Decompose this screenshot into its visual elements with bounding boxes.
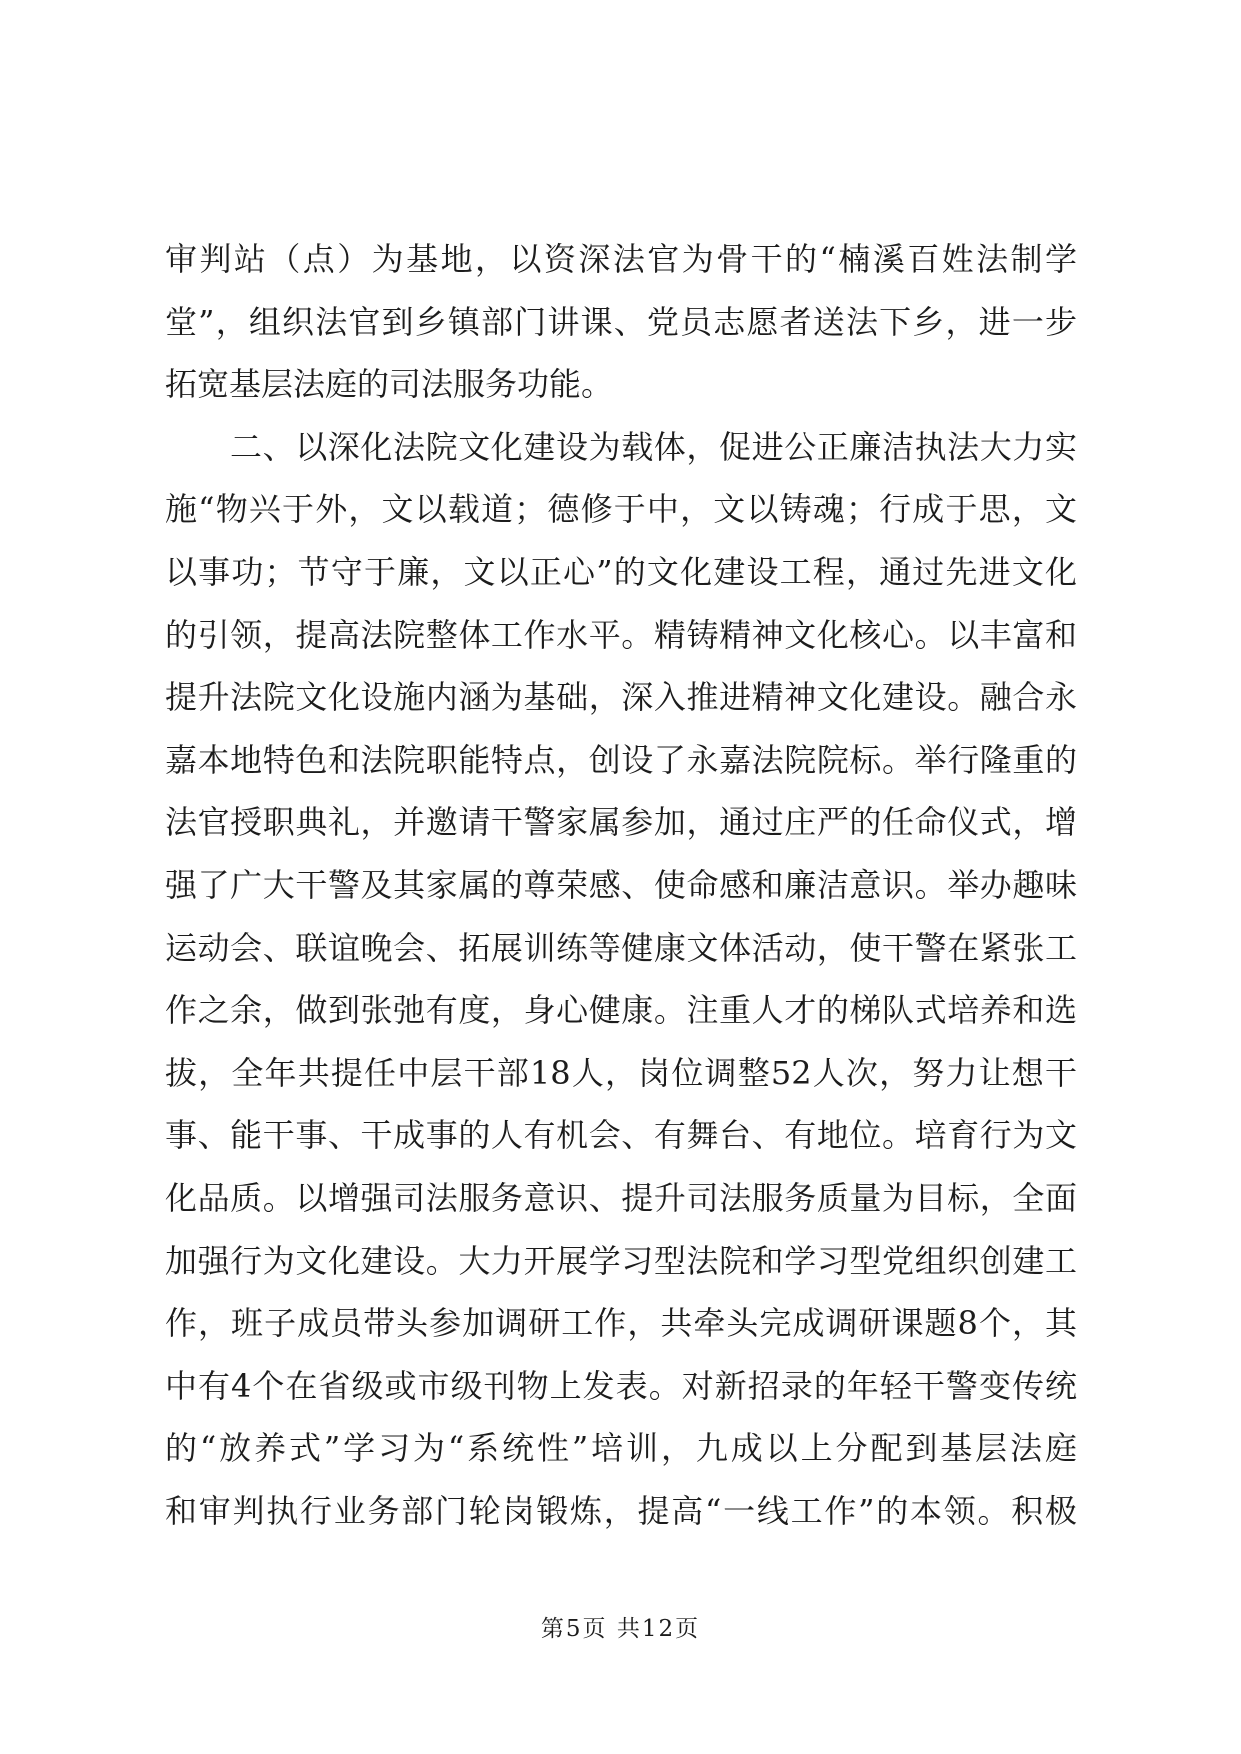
text-line: 法官授职典礼，并邀请干警家属参加，通过庄严的任命仪式，增 [165, 803, 1077, 842]
text-line: 加强行为文化建设。大力开展学习型法院和学习型党组织创建工 [165, 1241, 1077, 1280]
text-line: 运动会、联谊晚会、拓展训练等健康文体活动，使干警在紧张工 [165, 928, 1077, 967]
text-line: 作之余，做到张弛有度，身心健康。注重人才的梯队式培养和选 [165, 991, 1077, 1030]
text-line: 强了广大干警及其家属的尊荣感、使命感和廉洁意识。举办趣味 [165, 865, 1077, 904]
text-line: 和审判执行业务部门轮岗锻炼，提高“一线工作”的本领。积极 [165, 1491, 1077, 1530]
text-line: 中有4个在省级或市级刊物上发表。对新招录的年轻干警变传统 [165, 1366, 1077, 1405]
document-body [165, 228, 1077, 1542]
text-line: 作，班子成员带头参加调研工作，共牵头完成调研课题8个，其 [165, 1304, 1077, 1343]
text-line: 嘉本地特色和法院职能特点，创设了永嘉法院院标。举行隆重的 [165, 740, 1077, 779]
text-line: 提升法院文化设施内涵为基础，深入推进精神文化建设。融合永 [165, 678, 1077, 717]
text-line: 拔，全年共提任中层干部18人，岗位调整52人次，努力让想干 [165, 1053, 1077, 1092]
paragraph [165, 228, 1077, 416]
text-line: 事、能干事、干成事的人有机会、有舞台、有地位。培育行为文 [165, 1116, 1077, 1155]
text-line: 审判站（点）为基地，以资深法官为骨干的“楠溪百姓法制学 [165, 240, 1077, 278]
section-heading-line: 二、以深化法院文化建设为载体，促进公正廉洁执法大力实 [230, 427, 1077, 466]
text-line: 的“放养式”学习为“系统性”培训，九成以上分配到基层法庭 [165, 1429, 1077, 1468]
text-line: 以事功；节守于廉，文以正心”的文化建设工程，通过先进文化 [165, 552, 1077, 591]
text-line: 拓宽基层法庭的司法服务功能。 [165, 365, 614, 404]
page-number-footer: 第5页 共12页 [540, 1616, 701, 1642]
paragraph [165, 416, 1077, 1543]
text-line: 的引领，提高法院整体工作水平。精铸精神文化核心。以丰富和 [165, 615, 1077, 654]
text-line: 堂”，组织法官到乡镇部门讲课、党员志愿者送法下乡，进一步 [165, 302, 1077, 341]
text-line: 化品质。以增强司法服务意识、提升司法服务质量为目标，全面 [165, 1178, 1077, 1217]
text-line: 施“物兴于外，文以载道；德修于中，文以铸魂；行成于思，文 [165, 490, 1077, 529]
